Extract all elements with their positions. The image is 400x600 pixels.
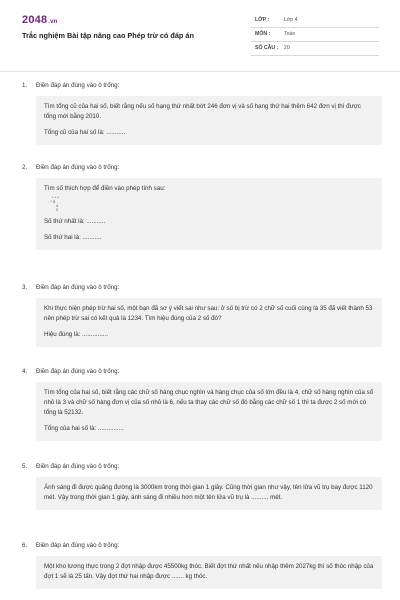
question-header [22,368,382,378]
question-3 [22,284,382,347]
question-header [22,284,382,294]
question-number: 3. [22,284,28,291]
image-glyph: - * 8 [48,199,56,204]
header-divider [0,71,400,72]
question-text: Khi thực hiện phép trừ hai số, một bạn đã sơ ý viết sai như sau: ở số bị trừ có 2 chữ số cuối cùng là 35 đã viết thành 53 nên phép trừ sai có kết quả là 1234. Tìm hiệu đúng của 2 số đó? [44,305,373,322]
meta-table [251,14,379,56]
question-box [36,178,382,250]
meta-row-subject [251,28,379,42]
question-1 [22,82,382,145]
image-glyph: 2 [56,207,59,212]
question-6 [22,542,382,589]
question-2 [22,164,382,250]
meta-key: MÔN : [255,31,271,37]
question-prompt: Điền đáp án đúng vào ô trống: [36,164,120,171]
question-text: Một kho lương thực trong 2 đợt nhập được 45500kg thóc. Biết đợt thứ nhất nếu nhập thêm 2027kg thì số thóc nhập của đợt 1 sẽ là 25 tấn. Vậy đợt thứ hai nhập được ....... kg thóc. [44,563,374,580]
question-number: 6. [22,542,28,549]
question-number: 1. [22,82,28,89]
question-header [22,82,382,92]
image-glyph: 4 [56,203,59,208]
meta-key: SỐ CÂU : [255,45,279,51]
answer-line: Tổng cũ của hai số là: ........... [44,129,126,136]
question-number: 5. [22,463,28,470]
question-box [36,382,382,441]
page-title: Trắc nghiệm Bài tập nâng cao Phép trừ có đáp án [22,31,194,40]
question-box [36,298,382,347]
image-glyph: * * * [52,195,59,200]
question-number: 4. [22,368,28,375]
question-5 [22,463,382,510]
question-prompt: Điền đáp án đúng vào ô trống: [36,284,120,291]
logo-suffix: .vn [48,19,58,25]
question-text: Tìm tổng cũ của hai số, biết rằng nếu số hạng thứ nhất bớt 246 đơn vị và số hạng thứ hai thêm 642 đơn vị thì được tổng mới bằng 2010. [44,103,361,120]
question-number: 2. [22,164,28,171]
meta-value: Toán [284,31,296,37]
question-text: Ánh sáng đi được quãng đường là 3000km trong thời gian 1 giây. Cũng thời gian như vậy, tên lửa vũ trụ bay được 1120 mét. Vậy trong thời gian 1 giây, ánh sáng đi nhiều hơn một tên lửa vũ trụ là .......... mét. [44,484,373,501]
answer-line: Tổng của hai số là: ............... [44,425,124,432]
answer-line: Số thứ hai là: ........... [44,234,102,241]
answer-line: Số thứ nhất là: ........... [44,218,106,225]
meta-value: 20 [284,45,290,51]
meta-key: LỚP : [255,17,270,23]
header [0,0,400,72]
question-box [36,477,382,510]
question-header [22,463,382,473]
question-4 [22,368,382,441]
site-logo[interactable] [22,14,58,26]
question-box [36,96,382,145]
question-text: Tìm số thích hợp để điền vào phép tính sau: [44,185,166,192]
question-prompt: Điền đáp án đúng vào ô trống: [36,368,120,375]
answer-line: Hiệu đúng là: ............... [44,331,108,338]
subtraction-image [48,196,72,214]
meta-row-class [251,14,379,28]
meta-row-count [251,42,379,56]
meta-value: Lớp 4 [284,17,298,23]
question-header [22,542,382,552]
logo-text: 2048 [22,14,48,26]
question-box [36,556,382,589]
question-prompt: Điền đáp án đúng vào ô trống: [36,82,120,89]
question-header [22,164,382,174]
question-text: Tìm tổng của hai số, biết rằng các chữ số hàng chục nghìn và hàng chục của số lớn đều là 4, chữ số hàng nghìn của số nhỏ là 3 và chữ số hàng đơn vị của số nhỏ là 6, nếu ta thay các chữ số đó bằng các chữ số 1 thì ta được 2 số mới có tổng là 52132. [44,389,374,416]
question-prompt: Điền đáp án đúng vào ô trống: [36,542,120,549]
question-prompt: Điền đáp án đúng vào ô trống: [36,463,120,470]
